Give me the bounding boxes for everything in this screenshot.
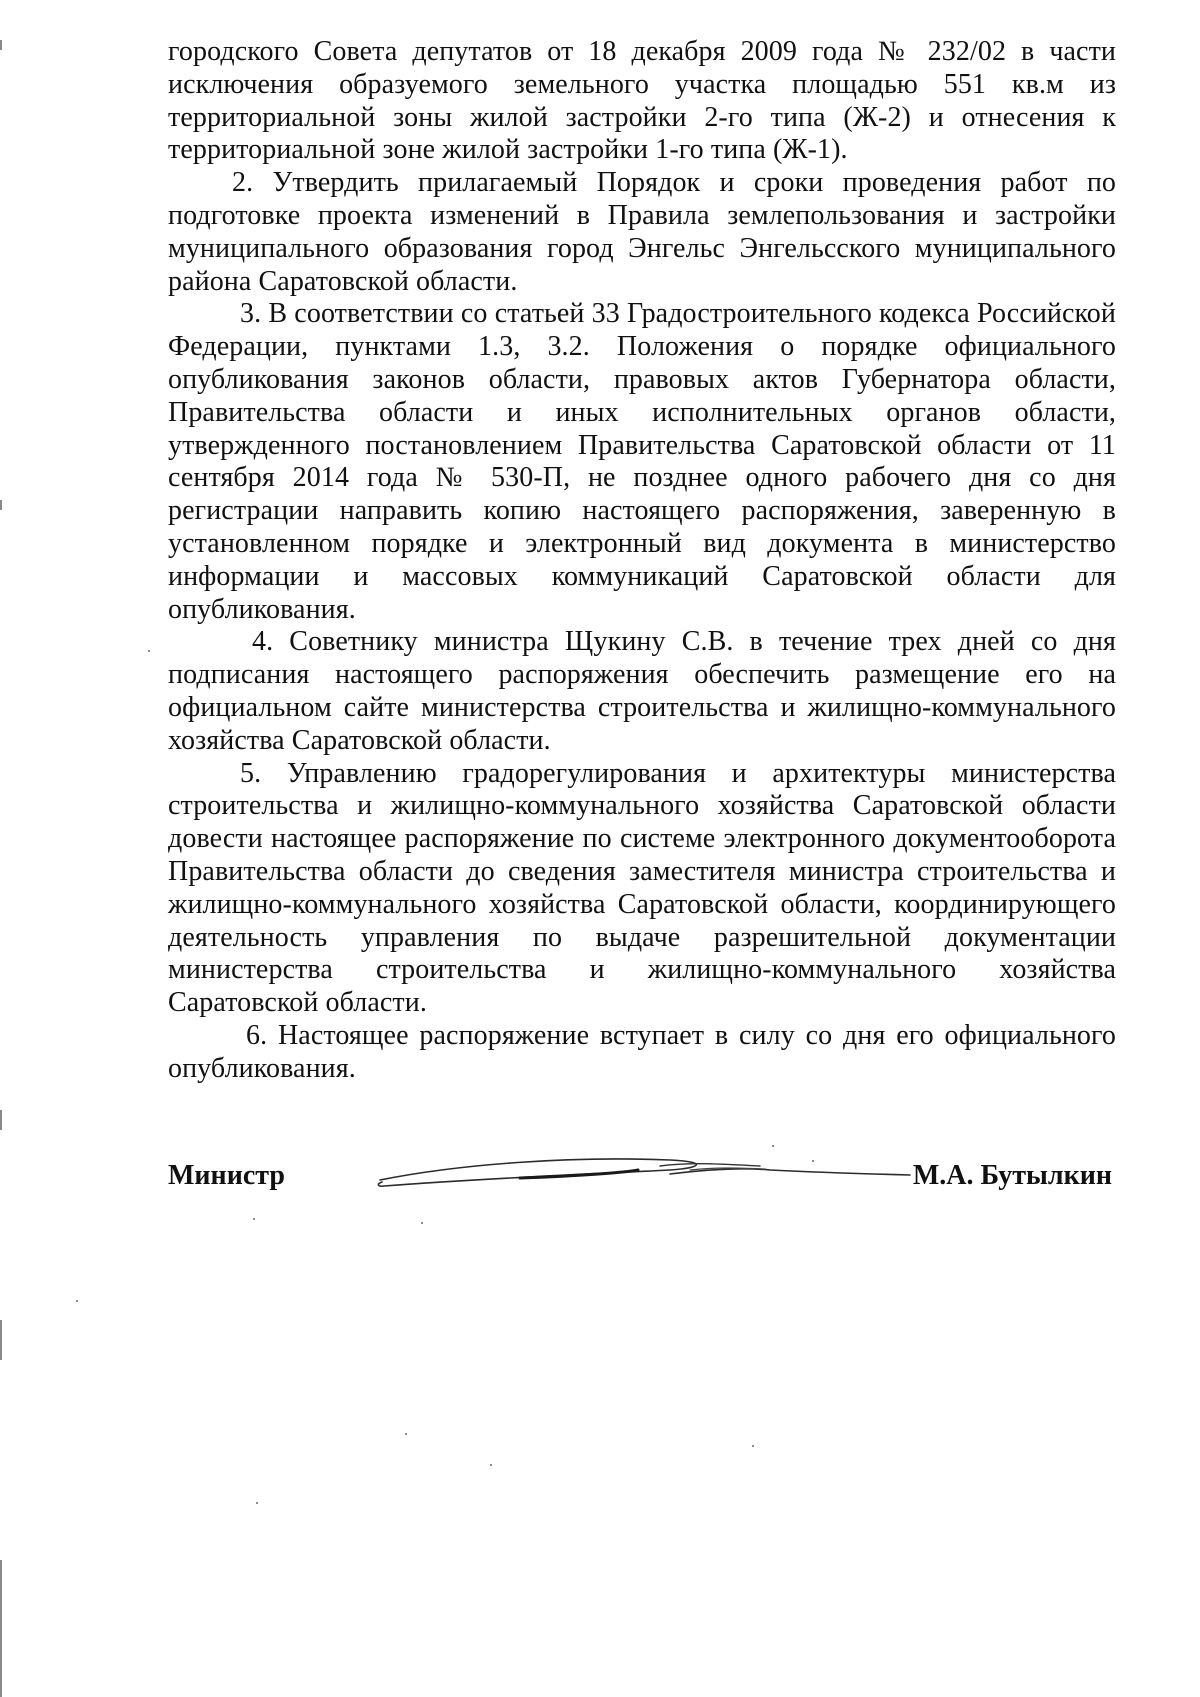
- scan-speck: [772, 1145, 774, 1147]
- scan-speck: [148, 650, 150, 652]
- paragraph-5: 5. Управлению градорегулирования и архитектуры министерства строительства и жилищно-коммунального хозяйства Саратовской области довести настоящее распоряжение по системе электронного документооборота Правительства области до сведения заместителя министра строительства и жилищно-коммунального хозяйства Саратовской области, координирующего деятельность управления по выдаче разрешительной документации министерства строительства и жилищно-коммунального хозяйства Саратовской области.: [168, 757, 1116, 1019]
- signature-block: [168, 1160, 1116, 1208]
- scan-speck: [76, 1300, 78, 1302]
- scan-edge-mark: [0, 40, 2, 50]
- scan-edge-mark: [0, 500, 2, 510]
- scan-speck: [490, 1464, 492, 1466]
- scan-speck: [253, 1218, 255, 1220]
- document-body: [168, 36, 1116, 1086]
- scan-edge-mark: [0, 1560, 2, 1697]
- scan-speck: [752, 1445, 754, 1447]
- paragraph-1-continuation: городского Совета депутатов от 18 декабря 2009 года № 232/02 в части исключения образуемого земельного участка площадью 551 кв.м из территориальной зоны жилой застройки 2-го типа (Ж-2) и отнесения к территориальной зоне жилой застройки 1-го типа (Ж-1).: [168, 36, 1116, 166]
- scan-speck: [421, 1222, 423, 1224]
- paragraph-6: 6. Настоящее распоряжение вступает в силу со дня его официального опубликования.: [168, 1019, 1116, 1084]
- scan-speck: [405, 1433, 407, 1435]
- scan-speck: [256, 1502, 258, 1504]
- scan-edge-mark: [0, 1320, 2, 1360]
- paragraph-3: 3. В соответствии со статьей 33 Градостроительного кодекса Российской Федерации, пунктами 1.3, 3.2. Положения о порядке официального опубликования законов области, правовых актов Губернатора области, Правительства области и иных исполнительных органов области, утвержденного постановлением Правительства Саратовской области от 11 сентября 2014 года № 530-П, не позднее одного рабочего дня со дня регистрации направить копию настоящего распоряжения, заверенную в установленном порядке и электронный вид документа в министерство информации и массовых коммуникаций Саратовской области для опубликования.: [168, 298, 1116, 625]
- scan-edge-mark: [0, 1110, 2, 1130]
- signatory-name: М.А. Бутылкин: [912, 1160, 1112, 1191]
- paragraph-2: 2. Утвердить прилагаемый Порядок и сроки проведения работ по подготовке проекта изменений в Правила землепользования и застройки муниципального образования город Энгельс Энгельсского муниципального района Саратовской области.: [168, 167, 1116, 297]
- signatory-title: Министр: [168, 1160, 285, 1191]
- paragraph-4: 4. Советнику министра Щукину С.В. в течение трех дней со дня подписания настоящего распоряжения обеспечить размещение его на официальном сайте министерства строительства и жилищно-коммунального хозяйства Саратовской области.: [168, 626, 1116, 756]
- scan-speck: [812, 1160, 814, 1162]
